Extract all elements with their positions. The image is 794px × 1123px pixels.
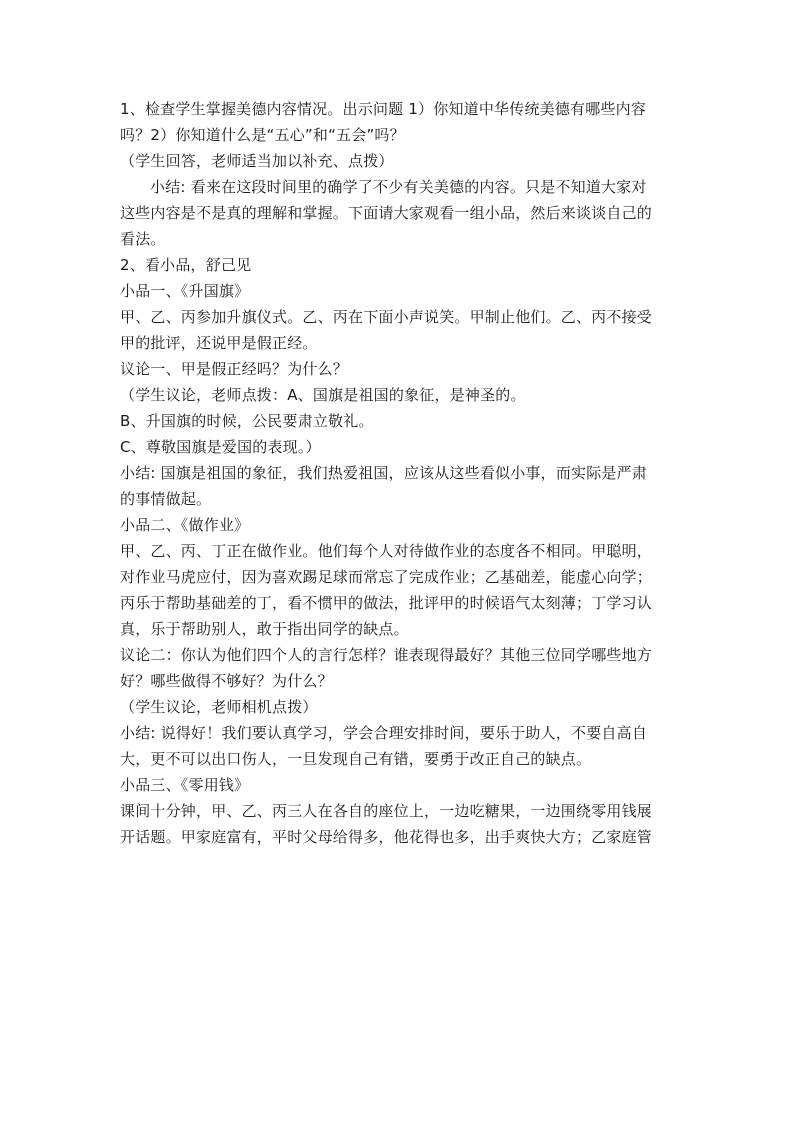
text-line: 甲、乙、丙参加升旗仪式。乙、丙在下面小声说笑。甲制止他们。乙、丙不接受 <box>120 308 653 326</box>
text-line: 1、检查学生掌握美德内容情况。出示问题 1）你知道中华传统美德有哪些内容 <box>120 100 647 118</box>
paragraph-discussion <box>120 356 680 382</box>
text-line: 甲的批评，还说甲是假正经。 <box>120 334 318 352</box>
text-line: 看法。 <box>120 230 166 248</box>
text-line: 真，乐于帮助别人，敢于指出同学的缺点。 <box>120 620 409 638</box>
text-line: 小品二、《做作业》 <box>120 516 250 534</box>
paragraph-paragraph <box>120 798 680 850</box>
text-line: 小品三、《零用钱》 <box>120 776 250 794</box>
text-line: 这些内容是不是真的理解和掌握。下面请大家观看一组小品，然后来谈谈自己的 <box>120 204 653 222</box>
paragraph-skit-title <box>120 512 680 538</box>
paragraph-paragraph <box>120 304 680 356</box>
paragraph-note <box>120 382 680 408</box>
text-line: 小品一、《升国旗》 <box>120 282 250 300</box>
text-line: （学生议论，老师点拨：A、国旗是祖国的象征，是神圣的。 <box>120 386 526 404</box>
text-line: 2、看小品，舒己见 <box>120 256 252 274</box>
text-line: （学生议论，老师相机点拨） <box>120 698 318 716</box>
text-line: 的事情做起。 <box>120 490 212 508</box>
text-line: （学生回答，老师适当加以补充、点拨） <box>120 152 394 170</box>
paragraph-discussion <box>120 642 680 694</box>
paragraph-paragraph <box>120 538 680 642</box>
paragraph-note <box>120 148 680 174</box>
paragraph-note <box>120 434 680 460</box>
paragraph-skit-title <box>120 772 680 798</box>
paragraph-question <box>120 96 680 148</box>
paragraph-heading <box>120 252 680 278</box>
paragraph-summary-indented <box>120 174 680 252</box>
text-line: 对作业马虎应付，因为喜欢踢足球而常忘了完成作业；乙基础差，能虚心向学； <box>120 568 653 586</box>
text-line: 大，更不可以出口伤人，一旦发现自己有错，要勇于改正自己的缺点。 <box>120 750 592 768</box>
text-line: 议论一、甲是假正经吗？为什么？ <box>120 360 349 378</box>
document-body <box>120 96 680 850</box>
text-line: B、升国旗的时候，公民要肃立敬礼。 <box>120 412 374 430</box>
text-line: 开话题。甲家庭富有，平时父母给得多，他花得也多，出手爽快大方；乙家庭管 <box>120 828 653 846</box>
text-line: 丙乐于帮助基础差的丁，看不惯甲的做法，批评甲的时候语气太刻薄；丁学习认 <box>120 594 653 612</box>
text-line: 吗？2）你知道什么是“五心”和“五会”吗？ <box>120 126 405 144</box>
text-line: 小结: 国旗是祖国的象征，我们热爱祖国，应该从这些看似小事，而实际是严肃 <box>120 464 648 482</box>
paragraph-note <box>120 694 680 720</box>
paragraph-summary <box>120 720 680 772</box>
text-line: 课间十分钟，甲、乙、丙三人在各自的座位上，一边吃糖果，一边围绕零用钱展 <box>120 802 653 820</box>
paragraph-summary <box>120 460 680 512</box>
text-line: 甲、乙、丙、丁正在做作业。他们每个人对待做作业的态度各不相同。甲聪明， <box>120 542 653 560</box>
text-line: 小结: 说得好！我们要认真学习，学会合理安排时间，要乐于助人，不要自高自 <box>120 724 648 742</box>
text-line: 议论二：你认为他们四个人的言行怎样？谁表现得最好？其他三位同学哪些地方 <box>120 646 653 664</box>
paragraph-skit-title <box>120 278 680 304</box>
text-line: 好？哪些做得不够好？为什么？ <box>120 672 333 690</box>
text-line: 小结: 看来在这段时间里的确学了不少有关美德的内容。只是不知道大家对 <box>150 178 647 196</box>
paragraph-note <box>120 408 680 434</box>
text-line: C、尊敬国旗是爱国的表现。） <box>120 438 321 456</box>
